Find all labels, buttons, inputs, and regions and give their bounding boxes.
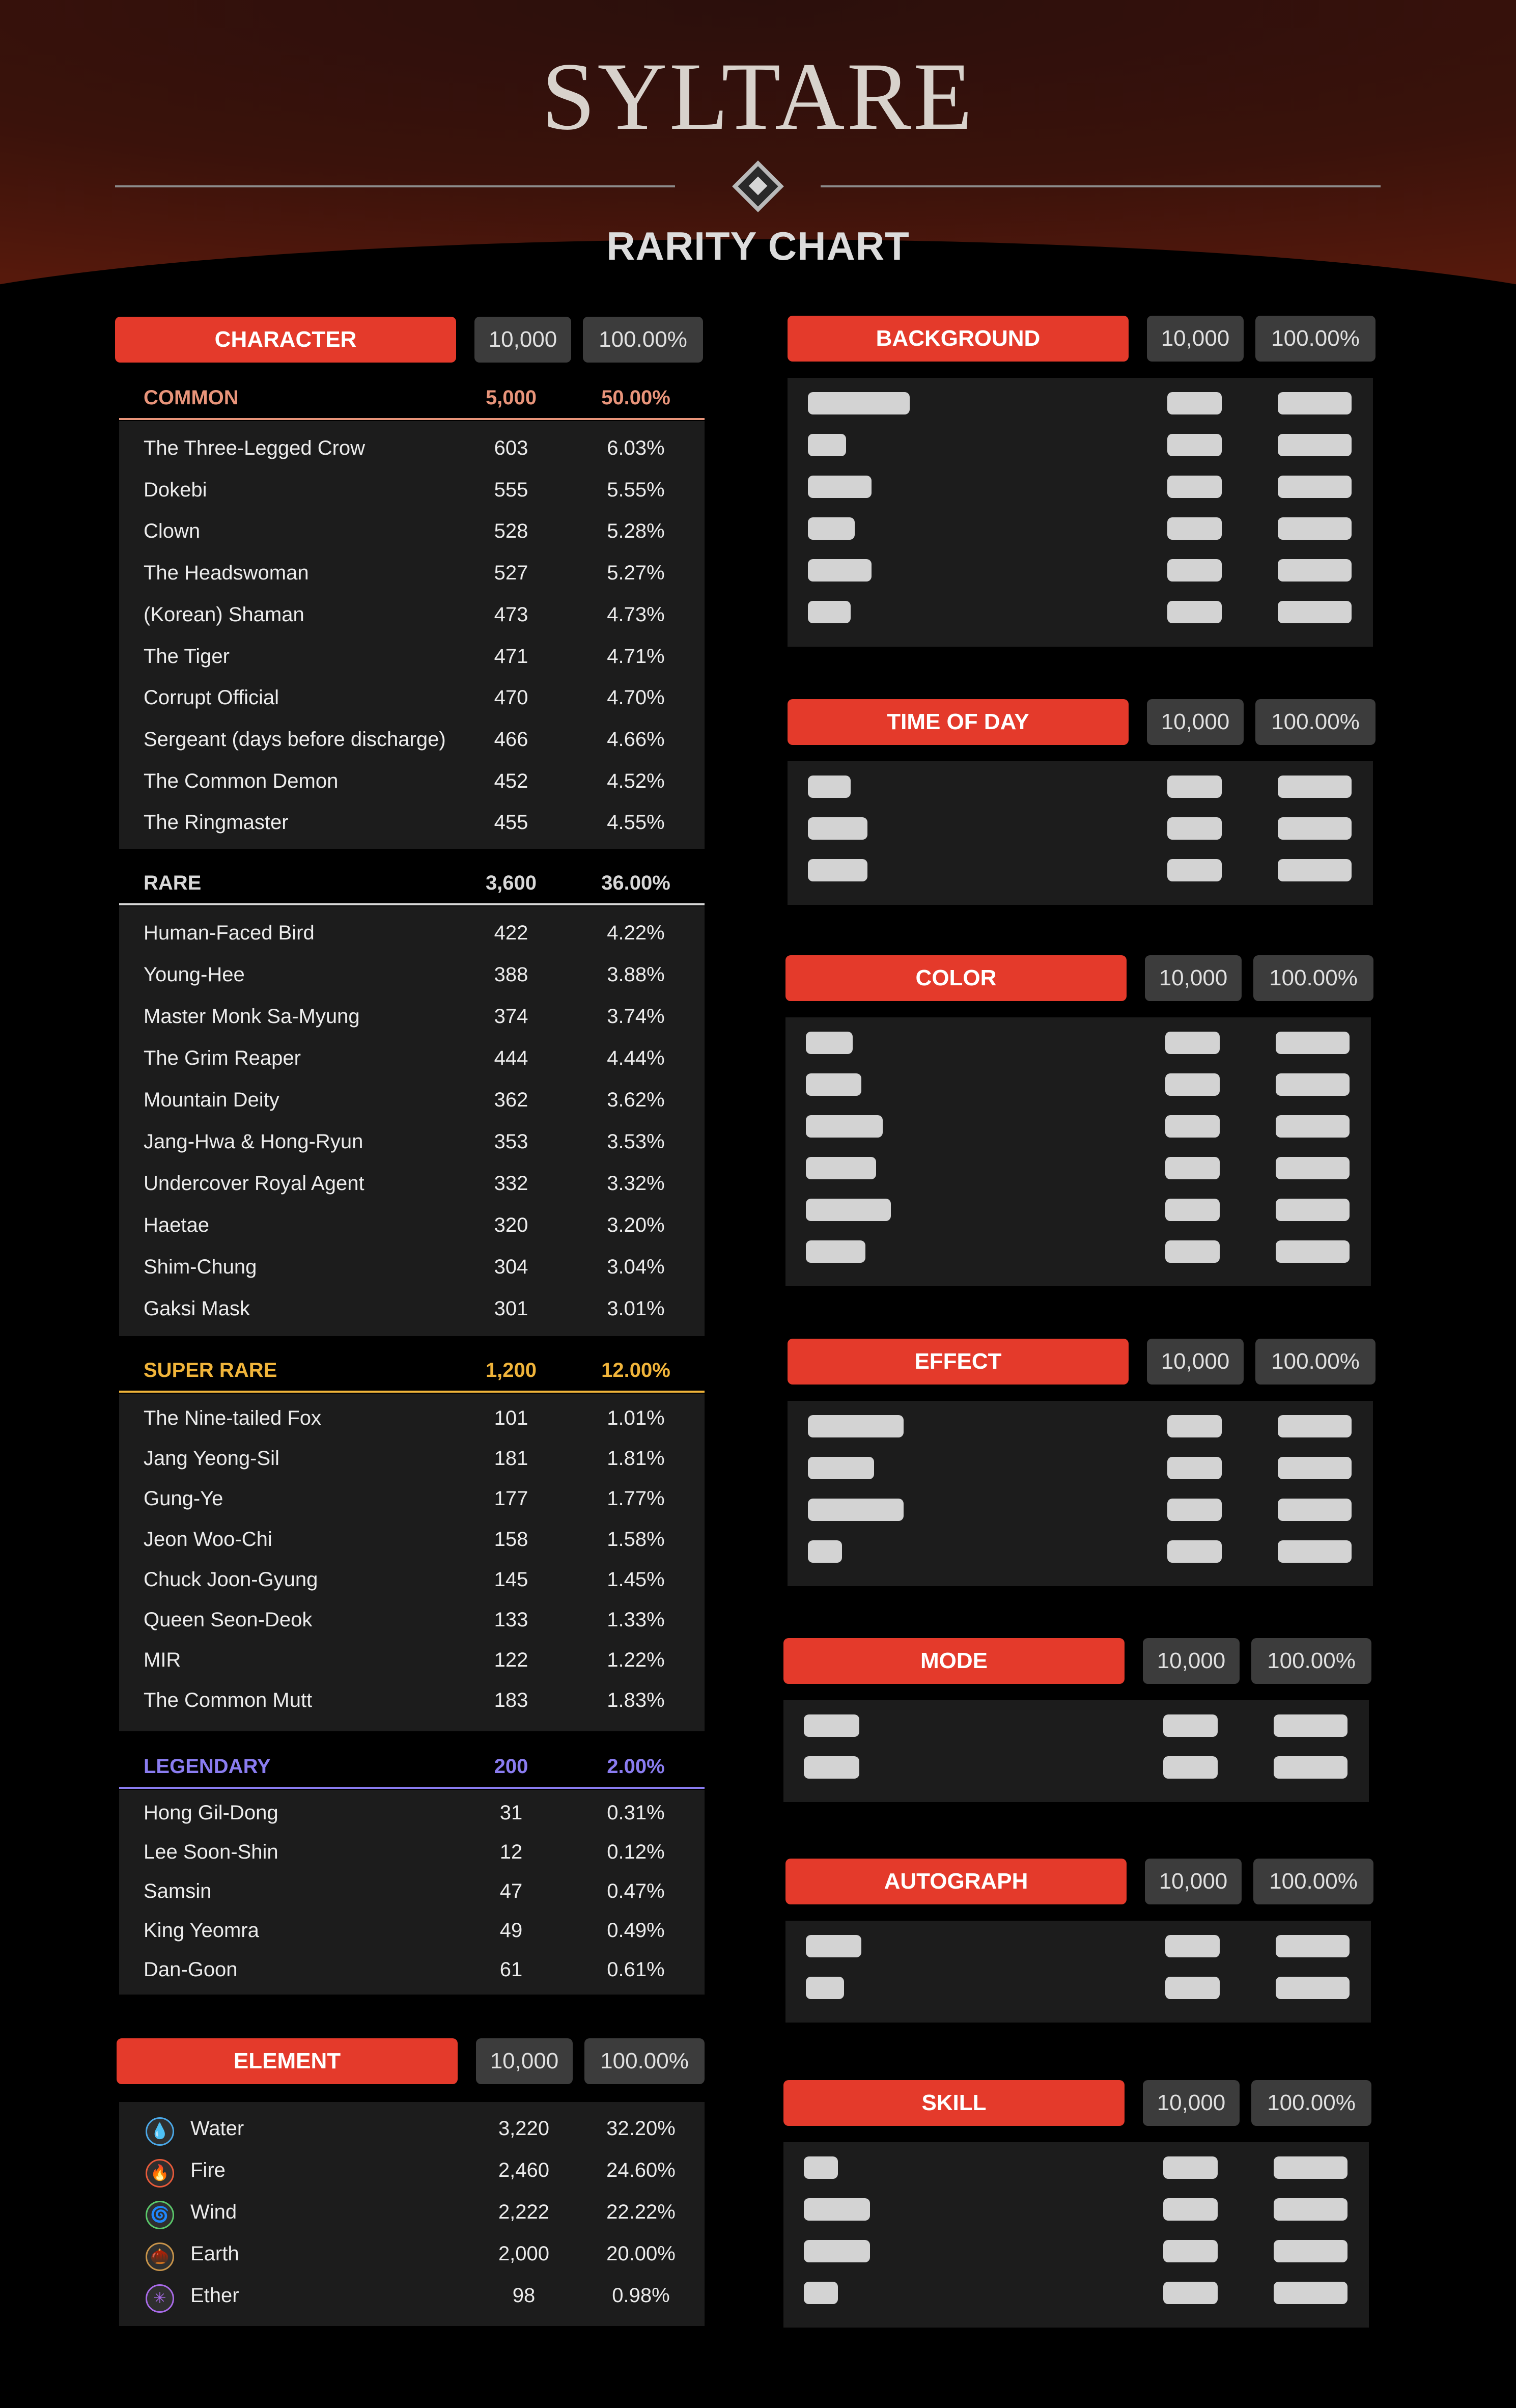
character-count: 353 [494, 1130, 528, 1153]
character-count: 61 [499, 1958, 523, 1981]
character-row [119, 1519, 705, 1560]
placeholder-trait-percent [1278, 1457, 1352, 1479]
earth-icon: 🌰 [146, 2243, 174, 2271]
character-count: 444 [494, 1047, 528, 1069]
placeholder-trait-count [1163, 2282, 1218, 2304]
character-row [119, 552, 705, 593]
rarity-count: 200 [494, 1755, 528, 1778]
placeholder-trait-count [1165, 1199, 1220, 1221]
placeholder-trait-percent [1276, 1935, 1350, 1957]
character-percent: 0.61% [607, 1958, 665, 1981]
character-total-count: 10,000 [474, 317, 571, 363]
character-count: 452 [494, 770, 528, 792]
character-name: Mountain Deity [144, 1089, 279, 1111]
character-name: The Tiger [144, 645, 230, 668]
character-percent: 4.22% [607, 922, 665, 944]
character-percent: 4.55% [607, 811, 665, 834]
character-name: Gung-Ye [144, 1487, 223, 1510]
character-count: 555 [494, 479, 528, 501]
element-name: Ether [190, 2284, 239, 2307]
placeholder-trait-count [1167, 1457, 1222, 1479]
rarity-name: LEGENDARY [144, 1755, 271, 1778]
category-total-count: 10,000 [1143, 2080, 1240, 2126]
placeholder-trait-name [808, 517, 855, 540]
category-total-count: 10,000 [1143, 1638, 1240, 1684]
category-total-count: 10,000 [1145, 955, 1242, 1001]
category-title: SKILL [783, 2080, 1125, 2126]
character-count: 181 [494, 1447, 528, 1470]
category-total-count: 10,000 [1147, 316, 1244, 362]
character-name: Master Monk Sa-Myung [144, 1005, 360, 1028]
rarity-divider [119, 1391, 705, 1393]
category-panel [788, 761, 1373, 905]
placeholder-trait-count [1167, 776, 1222, 798]
character-row [119, 1247, 705, 1287]
character-percent: 3.04% [607, 1256, 665, 1278]
character-row [119, 1121, 705, 1162]
character-name: Queen Seon-Deok [144, 1609, 313, 1631]
rarity-percent: 12.00% [601, 1359, 670, 1381]
category-panel [783, 2142, 1369, 2328]
element-percent: 20.00% [606, 2243, 676, 2265]
character-name: Undercover Royal Agent [144, 1172, 364, 1195]
character-percent: 1.01% [607, 1407, 665, 1429]
category-title: BACKGROUND [788, 316, 1129, 362]
element-count: 2,222 [498, 2201, 550, 2223]
character-percent: 3.01% [607, 1297, 665, 1320]
character-name: The Common Mutt [144, 1689, 313, 1711]
character-name: King Yeomra [144, 1919, 259, 1942]
rarity-name: COMMON [144, 386, 239, 409]
character-name: Human-Faced Bird [144, 922, 315, 944]
character-count: 49 [499, 1919, 523, 1942]
element-name: Fire [190, 2159, 226, 2181]
category-title: TIME OF DAY [788, 699, 1129, 745]
placeholder-trait-count [1167, 517, 1222, 540]
placeholder-trait-name [804, 1714, 859, 1737]
character-percent: 3.74% [607, 1005, 665, 1028]
category-total-percent: 100.00% [1251, 1638, 1371, 1684]
rarity-percent: 50.00% [601, 386, 670, 409]
placeholder-trait-name [806, 1240, 865, 1263]
placeholder-trait-percent [1274, 2240, 1347, 2262]
character-name: The Grim Reaper [144, 1047, 301, 1069]
placeholder-trait-count [1167, 392, 1222, 414]
character-row [119, 1163, 705, 1204]
rarity-name: RARE [144, 872, 202, 894]
category-panel [788, 378, 1373, 647]
character-count: 183 [494, 1689, 528, 1711]
rarity-count: 5,000 [485, 386, 537, 409]
element-percent: 0.98% [612, 2284, 670, 2307]
placeholder-trait-percent [1276, 1199, 1350, 1221]
ether-icon: ✳ [146, 2284, 174, 2313]
element-name: Water [190, 2117, 244, 2140]
placeholder-trait-percent [1274, 2156, 1347, 2179]
character-count: 304 [494, 1256, 528, 1278]
character-count: 133 [494, 1609, 528, 1631]
page-title: RARITY CHART [606, 224, 910, 268]
placeholder-trait-count [1167, 1540, 1222, 1563]
character-row [119, 1599, 705, 1640]
element-name: Wind [190, 2201, 237, 2223]
character-total-percent: 100.00% [583, 317, 703, 363]
category-total-percent: 100.00% [1255, 1339, 1375, 1385]
placeholder-trait-name [808, 601, 851, 623]
placeholder-trait-percent [1276, 1240, 1350, 1263]
character-percent: 3.20% [607, 1214, 665, 1236]
character-count: 362 [494, 1089, 528, 1111]
placeholder-trait-count [1165, 1935, 1220, 1957]
category-title: EFFECT [788, 1339, 1129, 1385]
character-count: 388 [494, 963, 528, 986]
placeholder-trait-percent [1278, 1540, 1352, 1563]
placeholder-trait-name [804, 2282, 838, 2304]
character-percent: 4.66% [607, 728, 665, 751]
character-row [119, 1398, 705, 1438]
character-count: 528 [494, 520, 528, 542]
placeholder-trait-percent [1274, 1714, 1347, 1737]
character-count: 145 [494, 1568, 528, 1591]
character-percent: 3.53% [607, 1130, 665, 1153]
character-count: 301 [494, 1297, 528, 1320]
placeholder-trait-name [806, 1157, 876, 1179]
character-name: Lee Soon-Shin [144, 1841, 278, 1863]
character-row [119, 469, 705, 510]
category-total-count: 10,000 [1147, 699, 1244, 745]
placeholder-trait-percent [1276, 1073, 1350, 1096]
character-percent: 4.70% [607, 686, 665, 709]
water-icon: 💧 [146, 2117, 174, 2146]
character-percent: 1.22% [607, 1649, 665, 1671]
character-row [119, 1205, 705, 1245]
character-row [119, 802, 705, 843]
character-percent: 1.77% [607, 1487, 665, 1510]
character-count: 31 [499, 1802, 523, 1824]
placeholder-trait-name [808, 817, 867, 840]
placeholder-trait-name [808, 476, 872, 498]
character-row [119, 1792, 705, 1833]
placeholder-trait-count [1167, 1415, 1222, 1437]
placeholder-trait-percent [1278, 517, 1352, 540]
character-count: 603 [494, 437, 528, 459]
character-name: The Common Demon [144, 770, 339, 792]
character-row [119, 1871, 705, 1912]
element-row [119, 2233, 705, 2274]
character-row [119, 1038, 705, 1078]
character-row [119, 428, 705, 468]
character-name: Jang-Hwa & Hong-Ryun [144, 1130, 363, 1153]
character-name: The Nine-tailed Fox [144, 1407, 322, 1429]
wind-icon: 🌀 [146, 2201, 174, 2229]
character-count: 320 [494, 1214, 528, 1236]
placeholder-trait-count [1165, 1157, 1220, 1179]
placeholder-trait-count [1165, 1240, 1220, 1263]
category-total-percent: 100.00% [1251, 2080, 1371, 2126]
element-count: 3,220 [498, 2117, 550, 2140]
placeholder-trait-count [1165, 1073, 1220, 1096]
character-count: 158 [494, 1528, 528, 1551]
character-row [119, 996, 705, 1037]
rarity-group-header [119, 860, 705, 905]
placeholder-trait-name [808, 1540, 842, 1563]
placeholder-trait-name [808, 1457, 874, 1479]
element-table [119, 2102, 705, 2326]
character-row [119, 511, 705, 551]
category-panel [783, 1700, 1369, 1802]
character-row [119, 1680, 705, 1721]
placeholder-trait-name [806, 1935, 861, 1957]
character-percent: 1.45% [607, 1568, 665, 1591]
placeholder-trait-name [808, 392, 910, 414]
placeholder-trait-count [1167, 559, 1222, 582]
rarity-divider [119, 418, 705, 420]
character-percent: 4.73% [607, 603, 665, 626]
logo: SYLTARE [541, 43, 975, 150]
character-name: Chuck Joon-Gyung [144, 1568, 318, 1591]
character-name: Dan-Goon [144, 1958, 238, 1981]
placeholder-trait-count [1163, 1714, 1218, 1737]
placeholder-trait-name [808, 776, 851, 798]
character-count: 473 [494, 603, 528, 626]
placeholder-trait-percent [1274, 2198, 1347, 2221]
character-percent: 4.44% [607, 1047, 665, 1069]
character-count: 47 [499, 1880, 523, 1902]
character-row [119, 1080, 705, 1120]
character-name: Dokebi [144, 479, 207, 501]
character-name: Jang Yeong-Sil [144, 1447, 279, 1470]
character-percent: 3.88% [607, 963, 665, 986]
element-row [119, 2275, 705, 2316]
divider-right [821, 185, 1381, 187]
placeholder-trait-percent [1276, 1032, 1350, 1054]
placeholder-trait-count [1167, 434, 1222, 456]
character-percent: 5.28% [607, 520, 665, 542]
placeholder-trait-percent [1278, 392, 1352, 414]
character-name: Sergeant (days before discharge) [144, 728, 446, 751]
character-percent: 0.31% [607, 1802, 665, 1824]
character-name: MIR [144, 1649, 181, 1671]
rarity-name: SUPER RARE [144, 1359, 277, 1381]
character-percent: 0.49% [607, 1919, 665, 1942]
character-count: 122 [494, 1649, 528, 1671]
character-row [119, 1949, 705, 1990]
character-row [119, 719, 705, 760]
placeholder-trait-percent [1278, 601, 1352, 623]
character-name: Jeon Woo-Chi [144, 1528, 272, 1551]
rarity-percent: 36.00% [601, 872, 670, 894]
character-row [119, 912, 705, 953]
character-percent: 5.27% [607, 562, 665, 584]
character-percent: 4.71% [607, 645, 665, 668]
placeholder-trait-name [808, 1415, 904, 1437]
rarity-count: 1,200 [485, 1359, 537, 1381]
character-count: 332 [494, 1172, 528, 1195]
character-percent: 3.32% [607, 1172, 665, 1195]
character-percent: 4.52% [607, 770, 665, 792]
character-count: 471 [494, 645, 528, 668]
placeholder-trait-percent [1276, 1977, 1350, 1999]
category-panel [785, 1921, 1371, 2023]
fire-icon: 🔥 [146, 2159, 174, 2188]
category-total-count: 10,000 [1147, 1339, 1244, 1385]
element-row [119, 2150, 705, 2191]
placeholder-trait-count [1167, 1499, 1222, 1521]
rarity-group-header [119, 1347, 705, 1393]
character-row [119, 1640, 705, 1680]
placeholder-trait-count [1163, 2240, 1218, 2262]
placeholder-trait-count [1163, 2156, 1218, 2179]
placeholder-trait-name [804, 1756, 859, 1779]
placeholder-trait-name [806, 1073, 861, 1096]
element-count: 2,000 [498, 2243, 550, 2265]
character-row [119, 1478, 705, 1519]
placeholder-trait-name [804, 2240, 870, 2262]
placeholder-trait-count [1167, 601, 1222, 623]
placeholder-trait-name [804, 2156, 838, 2179]
rarity-group-header [119, 1743, 705, 1789]
character-row [119, 954, 705, 995]
element-percent: 22.22% [606, 2201, 676, 2223]
placeholder-trait-name [806, 1032, 853, 1054]
character-name: Hong Gil-Dong [144, 1802, 278, 1824]
character-count: 422 [494, 922, 528, 944]
element-title: ELEMENT [117, 2038, 458, 2084]
category-title: COLOR [785, 955, 1127, 1001]
placeholder-trait-percent [1278, 776, 1352, 798]
element-row [119, 2192, 705, 2232]
character-count: 101 [494, 1407, 528, 1429]
placeholder-trait-count [1167, 476, 1222, 498]
placeholder-trait-percent [1278, 559, 1352, 582]
character-title: CHARACTER [115, 317, 456, 363]
category-total-count: 10,000 [1145, 1859, 1242, 1904]
character-row [119, 636, 705, 677]
character-row [119, 1559, 705, 1600]
element-percent: 24.60% [606, 2159, 676, 2181]
character-percent: 3.62% [607, 1089, 665, 1111]
character-row [119, 677, 705, 718]
rarity-percent: 2.00% [607, 1755, 665, 1778]
character-percent: 0.47% [607, 1880, 665, 1902]
element-count: 98 [512, 2284, 536, 2307]
character-name: Haetae [144, 1214, 209, 1236]
element-total-percent: 100.00% [584, 2038, 705, 2084]
category-total-percent: 100.00% [1253, 955, 1373, 1001]
placeholder-trait-name [808, 1499, 904, 1521]
character-percent: 1.83% [607, 1689, 665, 1711]
placeholder-trait-percent [1278, 859, 1352, 881]
placeholder-trait-name [806, 1199, 891, 1221]
placeholder-trait-percent [1278, 434, 1352, 456]
character-percent: 5.55% [607, 479, 665, 501]
character-percent: 0.12% [607, 1841, 665, 1863]
character-count: 466 [494, 728, 528, 751]
placeholder-trait-count [1165, 1032, 1220, 1054]
rarity-group-header [119, 374, 705, 420]
character-name: Samsin [144, 1880, 212, 1902]
character-name: Clown [144, 520, 201, 542]
character-name: Gaksi Mask [144, 1297, 250, 1320]
character-count: 177 [494, 1487, 528, 1510]
placeholder-trait-percent [1278, 1499, 1352, 1521]
placeholder-trait-percent [1278, 817, 1352, 840]
character-row [119, 1438, 705, 1479]
character-row [119, 761, 705, 801]
character-name: (Korean) Shaman [144, 603, 304, 626]
character-row [119, 1288, 705, 1329]
character-percent: 6.03% [607, 437, 665, 459]
category-title: MODE [783, 1638, 1125, 1684]
character-name: The Three-Legged Crow [144, 437, 366, 459]
character-count: 374 [494, 1005, 528, 1028]
placeholder-trait-name [804, 2198, 870, 2221]
placeholder-trait-count [1165, 1977, 1220, 1999]
placeholder-trait-percent [1274, 1756, 1347, 1779]
placeholder-trait-count [1167, 817, 1222, 840]
character-row [119, 594, 705, 635]
character-count: 12 [499, 1841, 523, 1863]
placeholder-trait-count [1167, 859, 1222, 881]
placeholder-trait-percent [1278, 1415, 1352, 1437]
category-panel [785, 1017, 1371, 1286]
rarity-divider [119, 903, 705, 905]
character-row [119, 1832, 705, 1872]
character-percent: 1.58% [607, 1528, 665, 1551]
element-row [119, 2108, 705, 2149]
placeholder-trait-percent [1278, 476, 1352, 498]
category-total-percent: 100.00% [1255, 316, 1375, 362]
character-name: The Ringmaster [144, 811, 289, 834]
character-percent: 1.33% [607, 1609, 665, 1631]
divider-left [115, 185, 675, 187]
element-count: 2,460 [498, 2159, 550, 2181]
placeholder-trait-name [808, 859, 867, 881]
character-count: 455 [494, 811, 528, 834]
placeholder-trait-count [1165, 1115, 1220, 1138]
category-total-percent: 100.00% [1253, 1859, 1373, 1904]
character-name: Shim-Chung [144, 1256, 257, 1278]
placeholder-trait-name [808, 434, 846, 456]
placeholder-trait-percent [1276, 1115, 1350, 1138]
placeholder-trait-count [1163, 1756, 1218, 1779]
character-name: The Headswoman [144, 562, 309, 584]
character-name: Young-Hee [144, 963, 245, 986]
placeholder-trait-name [806, 1115, 883, 1138]
character-row [119, 1910, 705, 1951]
category-title: AUTOGRAPH [785, 1859, 1127, 1904]
element-name: Earth [190, 2243, 239, 2265]
placeholder-trait-percent [1276, 1157, 1350, 1179]
placeholder-trait-percent [1274, 2282, 1347, 2304]
rarity-count: 3,600 [485, 872, 537, 894]
placeholder-trait-name [806, 1977, 844, 1999]
category-panel [788, 1401, 1373, 1586]
character-count: 470 [494, 686, 528, 709]
element-percent: 32.20% [606, 2117, 676, 2140]
category-total-percent: 100.00% [1255, 699, 1375, 745]
character-count: 527 [494, 562, 528, 584]
character-name: Corrupt Official [144, 686, 279, 709]
placeholder-trait-name [808, 559, 872, 582]
character-percent: 1.81% [607, 1447, 665, 1470]
element-total-count: 10,000 [476, 2038, 573, 2084]
rarity-divider [119, 1787, 705, 1789]
placeholder-trait-count [1163, 2198, 1218, 2221]
